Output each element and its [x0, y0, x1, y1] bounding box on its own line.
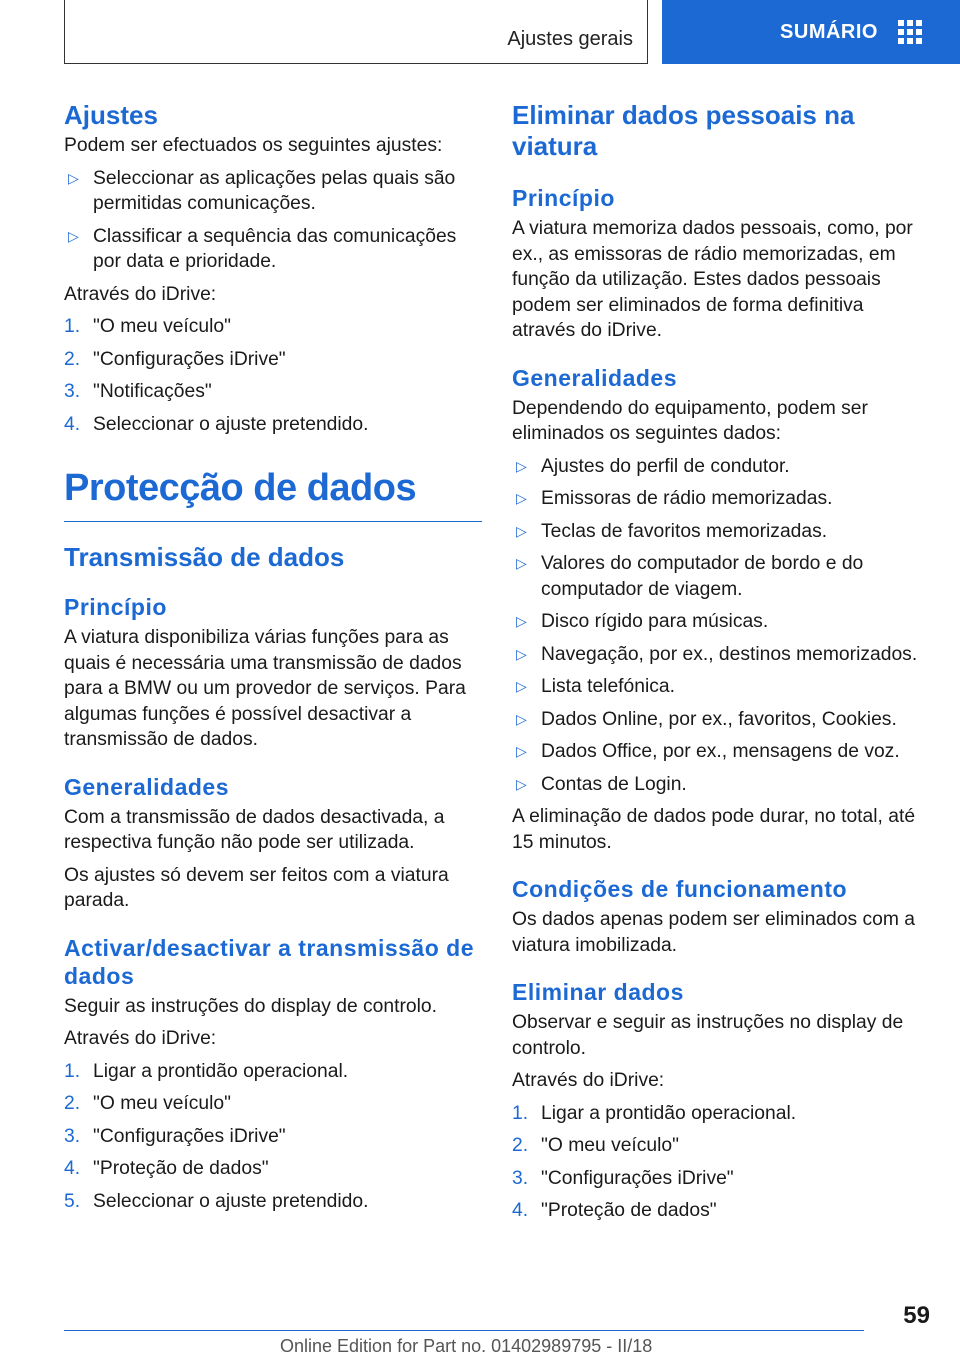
- principle-text: A viatura disponibiliza várias funções para as quais é necessária uma transmissão de dados para a BMW ou um provedor de serviços. Para algumas funções é possível desactivar a transmissão de dados.: [64, 627, 466, 750]
- heading-delete-personal-data: Eliminar dados pessoais na viatura: [512, 100, 855, 161]
- list-item: ▷ Ajustes do perfil de condutor.: [512, 454, 922, 480]
- header-section-box: [64, 0, 648, 64]
- ajustes-bullets: [64, 166, 482, 275]
- triangle-bullet-icon: ▷: [516, 522, 527, 539]
- list-item: 3. "Configurações iDrive": [512, 1167, 734, 1189]
- list-item: 4. "Proteção de dados": [64, 1158, 269, 1179]
- heading-principle: Princípio: [64, 594, 167, 620]
- toggle-via: Através do iDrive:: [64, 1028, 217, 1049]
- list-item: 4. Seleccionar o ajuste pretendido.: [64, 413, 369, 435]
- list-item: 1. Ligar a prontidão operacional.: [64, 1060, 349, 1082]
- list-item: ▷ Teclas de favoritos memorizadas.: [512, 519, 922, 545]
- footer-edition: Online Edition for Part no. 01402989795 - II/18: [280, 1336, 653, 1356]
- heading-delete-data: Eliminar dados: [512, 979, 684, 1005]
- triangle-bullet-icon: ▷: [516, 775, 527, 792]
- list-item: ▷ Seleccionar as aplicações pelas quais são permitidas comunicações.: [68, 167, 456, 214]
- triangle-bullet-icon: ▷: [516, 555, 527, 571]
- triangle-bullet-icon: ▷: [516, 678, 527, 694]
- delete-intro: Observar e seguir as instruções no display de controlo.: [512, 1012, 904, 1059]
- heading-general-right: Generalidades: [512, 364, 678, 391]
- triangle-bullet-icon: ▷: [68, 227, 79, 244]
- right-column: [512, 100, 922, 1224]
- triangle-bullet-icon: ▷: [516, 490, 527, 506]
- list-item: ▷ Classificar a sequência das comunicações por data e prioridade.: [68, 225, 457, 272]
- general-right-bullets: [512, 454, 922, 798]
- list-item: 1. Ligar a prontidão operacional.: [512, 1102, 797, 1124]
- ajustes-intro: Podem ser efectuados os seguintes ajustes:: [64, 135, 443, 156]
- general-p1: Com a transmissão de dados desactivada, a respectiva função não pode ser utilizada.: [64, 806, 445, 853]
- heading-toggle-transmission: Activar/desactivar a transmissão de dados: [64, 934, 474, 989]
- list-item: ▷ Valores do computador de bordo e do computador de viagem.: [516, 553, 864, 600]
- list-item: 3. "Notificações": [64, 381, 212, 402]
- list-item: ▷ Dados Office, por ex., mensagens de voz.: [512, 739, 922, 765]
- heading-ajustes: Ajustes: [64, 100, 158, 130]
- footer-divider: [64, 1330, 864, 1331]
- conditions-text: Os dados apenas podem ser eliminados com a viatura imobilizada.: [512, 909, 915, 956]
- list-item: ▷ Contas de Login.: [512, 772, 922, 798]
- header-section-title: Ajustes gerais: [507, 28, 633, 50]
- triangle-bullet-icon: ▷: [68, 169, 79, 186]
- list-item: ▷ Dados Online, por ex., favoritos, Cookies.: [512, 707, 922, 733]
- list-item: 5. Seleccionar o ajuste pretendido.: [64, 1190, 369, 1212]
- list-item: 4. "Proteção de dados": [512, 1200, 717, 1221]
- left-column: [64, 100, 482, 1214]
- triangle-bullet-icon: ▷: [516, 645, 527, 662]
- general-right-outro: A eliminação de dados pode durar, no total, até 15 minutos.: [512, 806, 916, 853]
- triangle-bullet-icon: ▷: [516, 743, 527, 759]
- triangle-bullet-icon: ▷: [516, 710, 527, 727]
- heading-protection: Protecção de dados: [64, 465, 482, 522]
- ajustes-steps: [64, 314, 482, 437]
- principle-right-text: A viatura memoriza dados pessoais, como, por ex., as emissoras de rádio memorizadas, em função da utilização. Estes dados pessoais podem ser eliminados de forma definitiva através do iDrive.: [512, 218, 913, 341]
- heading-principle-right: Princípio: [512, 185, 615, 211]
- grid-menu-icon: [898, 20, 922, 44]
- list-item: ▷ Disco rígido para músicas.: [512, 609, 922, 635]
- delete-steps: [512, 1101, 922, 1224]
- heading-general: Generalidades: [64, 773, 230, 800]
- list-item: ▷ Emissoras de rádio memorizadas.: [512, 486, 922, 512]
- list-item: 2. "O meu veículo": [64, 1093, 232, 1114]
- heading-conditions: Condições de funcionamento: [512, 876, 848, 902]
- general-p2: Os ajustes só devem ser feitos com a viatura parada.: [64, 864, 449, 911]
- list-item: 2. "Configurações iDrive": [64, 348, 286, 370]
- list-item: 2. "O meu veículo": [512, 1135, 680, 1156]
- triangle-bullet-icon: ▷: [516, 457, 527, 474]
- general-right-intro: Dependendo do equipamento, podem ser eliminados os seguintes dados:: [512, 397, 868, 444]
- summary-button[interactable]: [662, 0, 960, 64]
- heading-transmission: Transmissão de dados: [64, 542, 345, 572]
- summary-label: SUMÁRIO: [780, 20, 878, 43]
- delete-via: Através do iDrive:: [512, 1070, 665, 1091]
- ajustes-via: Através do iDrive:: [64, 283, 217, 305]
- toggle-steps: [64, 1059, 482, 1215]
- triangle-bullet-icon: ▷: [516, 613, 527, 629]
- list-item: ▷ Lista telefónica.: [512, 674, 922, 700]
- list-item: 3. "Configurações iDrive": [64, 1125, 286, 1147]
- toggle-intro: Seguir as instruções do display de controlo.: [64, 995, 437, 1017]
- page-number: 59: [903, 1302, 930, 1329]
- list-item: 1. "O meu veículo": [64, 316, 232, 337]
- list-item: ▷ Navegação, por ex., destinos memorizados.: [512, 642, 922, 668]
